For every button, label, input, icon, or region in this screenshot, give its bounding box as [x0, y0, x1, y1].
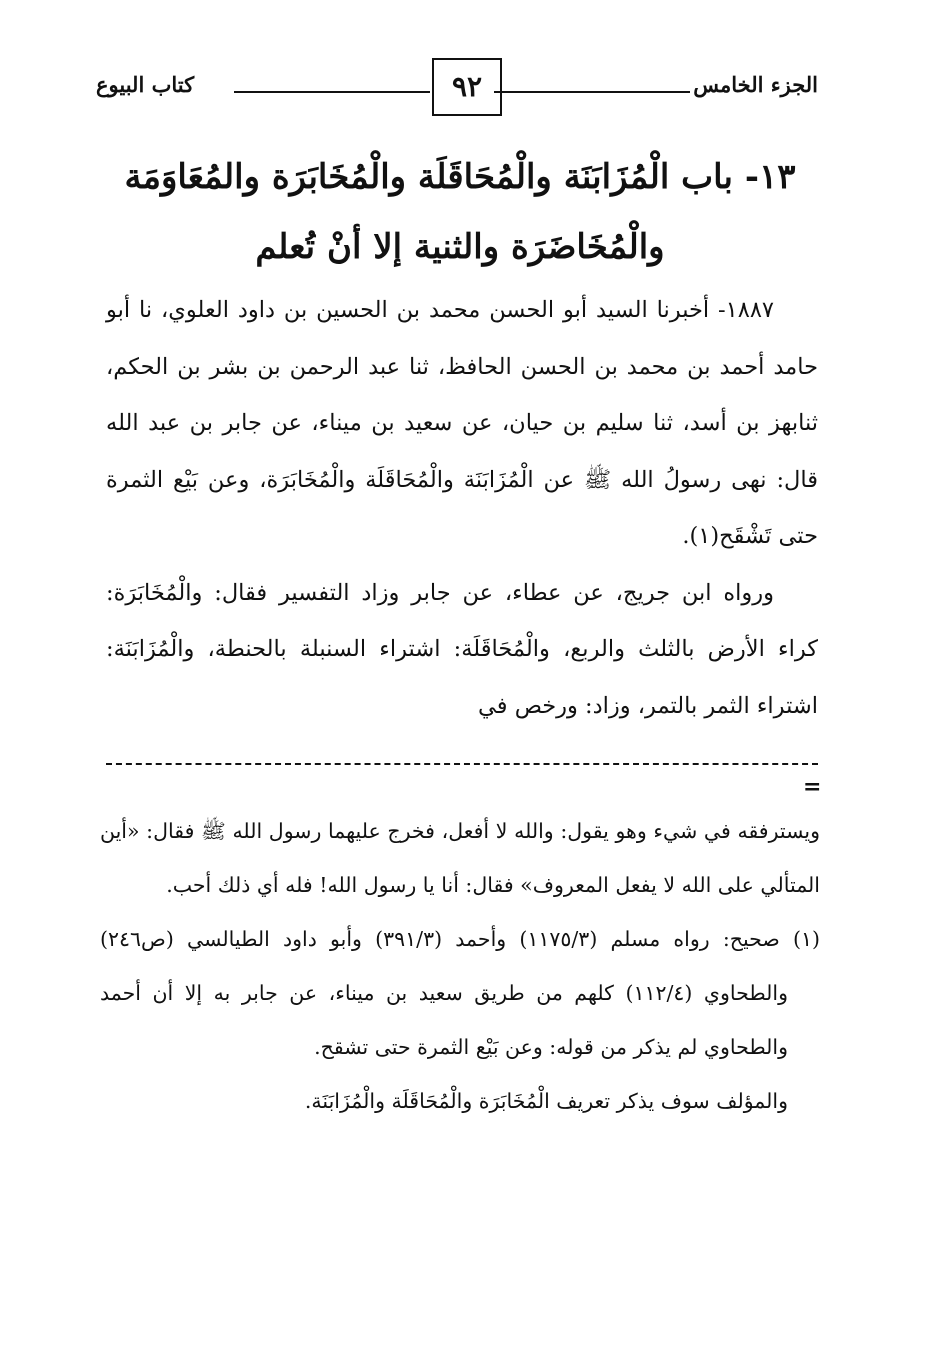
running-header: [96, 58, 818, 120]
header-book-label: كتاب البيوع: [96, 72, 195, 97]
footnote-separator: [106, 763, 818, 765]
footnote-1: (١) صحيح: رواه مسلم (١١٧٥/٣) وأحمد (٣٩١/٣) وأبو داود الطيالسي (ص٢٤٦) والطحاوي (١١٢/٤) كلهم من طريق سعيد بن ميناء، عن جابر به إلا أن أحمد والطحاوي لم يذكر من قوله: وعن بَيْع الثمرة حتى تشقح.: [100, 927, 820, 1059]
chapter-title: [110, 142, 810, 282]
main-text: [106, 282, 818, 734]
footnote-continuation: ويسترفقه في شيء وهو يقول: والله لا أفعل، فخرج عليهما رسول الله ﷺ فقال: «أين المتألي على الله لا يفعل المعروف» فقال: أنا يا رسول الله! فله أي ذلك أحب.: [100, 819, 820, 897]
header-rule-right: [494, 91, 690, 93]
footnote-1-remark: والمؤلف سوف يذكر تعريف الْمُخَابَرَة والْمُحَاقَلَة والْمُزَابَنَة.: [304, 1089, 788, 1113]
chapter-title-line-2: والْمُخَاضَرَة والثنية إلا أنْ تُعلم: [255, 227, 665, 267]
header-rule-left: [234, 91, 430, 93]
continuation-mark: =: [803, 774, 822, 800]
footnotes-section: [100, 804, 820, 1128]
page-number: ٩٢: [432, 58, 502, 116]
chapter-title-line-1: ١٣- باب الْمُزَابَنَة والْمُحَاقَلَة والْمُخَابَرَة والمُعَاوَمَة: [124, 157, 796, 197]
commentary-paragraph: ورواه ابن جريج، عن عطاء، عن جابر وزاد التفسير فقال: والْمُخَابَرَة: كراء الأرض بالثلث والربع، والْمُحَاقَلَة: اشتراء السنبلة بالحنطة، والْمُزَابَنَة: اشتراء الثمر بالتمر، وزاد: ورخص في: [106, 579, 818, 719]
header-part-label: الجزء الخامس: [693, 72, 818, 97]
hadith-paragraph: ١٨٨٧- أخبرنا السيد أبو الحسن محمد بن الحسين بن داود العلوي، نا أبو حامد أحمد بن محمد بن الحسن الحافظ، ثنا عبد الرحمن بن بشر بن الحكم، ثنابهز بن أسد، ثنا سليم بن حيان، عن سعيد بن ميناء، عن جابر بن عبد الله قال: نهى رسولُ الله ﷺ عن الْمُزَابَنَة والْمُحَاقَلَة والْمُخَابَرَة، وعن بَيْع الثمرة حتى تَشْقَح(١).: [106, 297, 819, 549]
